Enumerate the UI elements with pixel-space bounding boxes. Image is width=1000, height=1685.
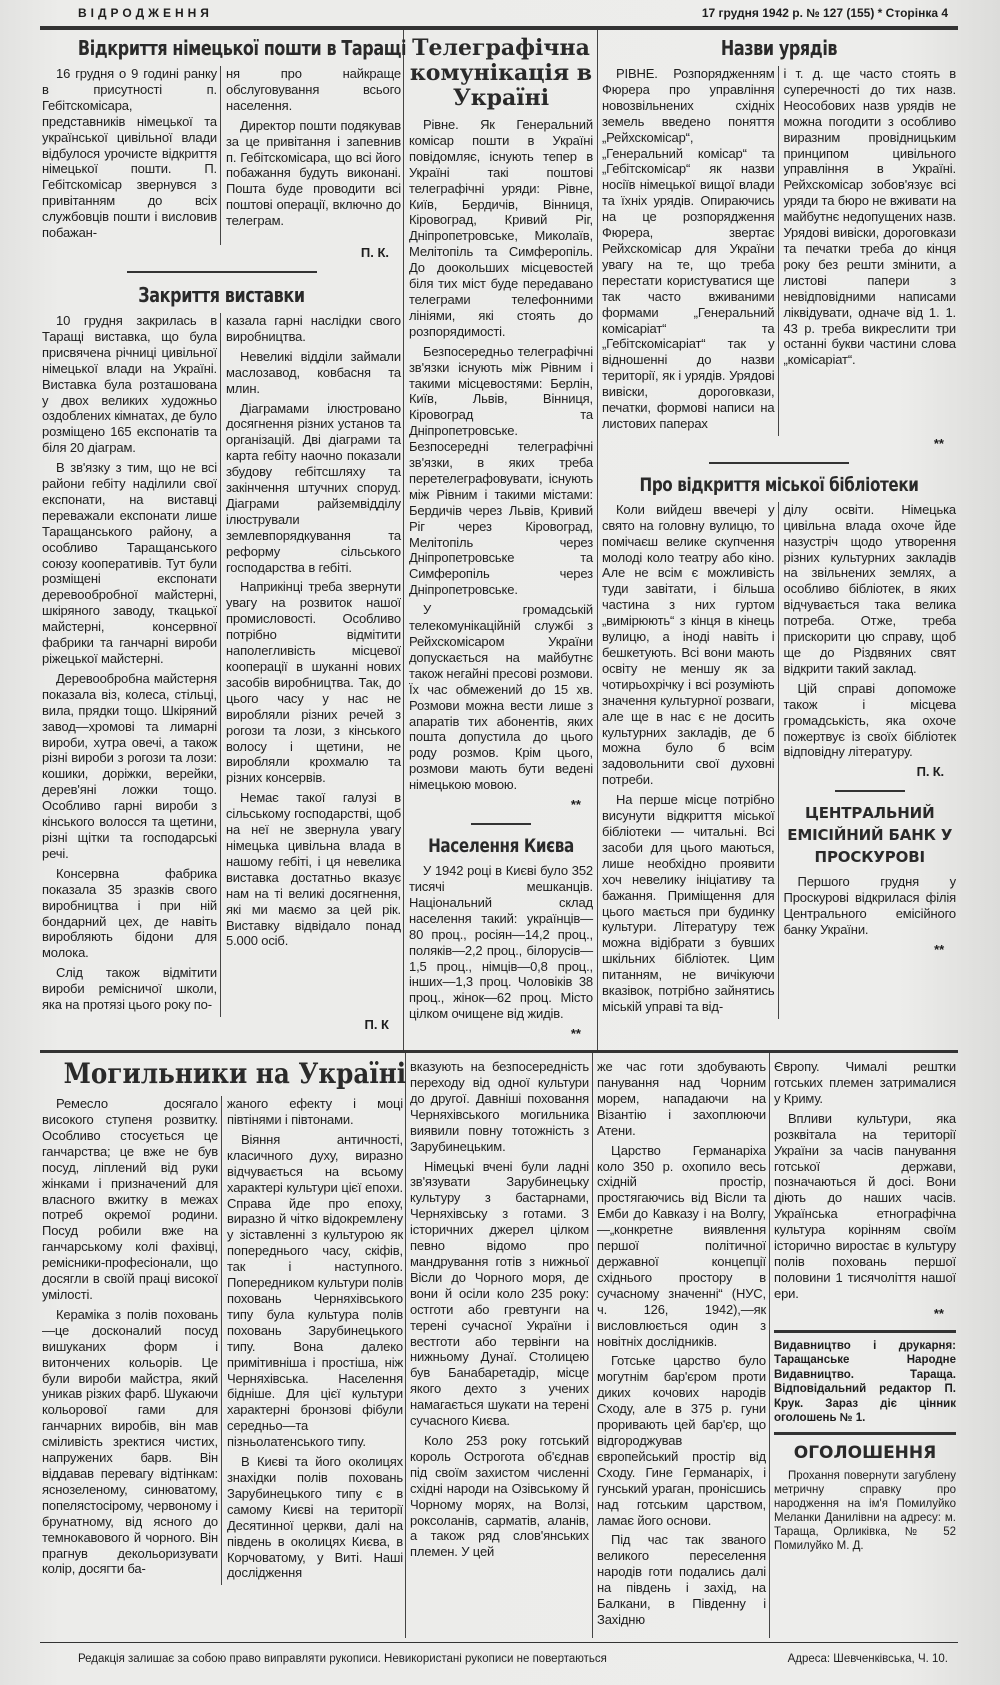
graves-col-1 bbox=[42, 1096, 218, 1585]
article-exhibition bbox=[42, 283, 401, 1035]
post-signature: П. К. bbox=[360, 244, 389, 260]
publisher-rule bbox=[774, 1330, 956, 1333]
headline-exhibition: Закриття виставки bbox=[138, 282, 305, 307]
paragraph: Царство Германаріха коло 350 р. охопило весь східній простір, простягаючись від Вісли та Емби до Кавказу і на Волгу,—„конкретне виявлення першої політичної державної концепції східнього простору в сучасному значенні“ (НУС, ч. 126, 1942),—як висловлюється один з новітніх дослідників. bbox=[597, 1142, 766, 1349]
graves-start bbox=[40, 1053, 405, 1638]
kyiv-col bbox=[409, 863, 593, 1022]
names-col-2 bbox=[778, 66, 957, 436]
paragraph: же час готи здобувають панування над Чорним морем, нападаючи на Візантію і захоплюючи Атени. bbox=[597, 1059, 766, 1138]
middle-region bbox=[403, 30, 597, 1050]
paragraph: Віяння античності, класичного духу, виразно відчувається на всьому характері культури цієї епохи. Справа йде про епоху, виразно й чітко відокремлену у зіставленні з культурою як попереднього часу, скіфів, так і наступного. Попередником культури полів поховань Черняхівського типу була культура полів поховань Зарубинецького типу. Вона далеко примітивніша і простіша, ніж Черняхівська. Населення бідніше. Для цієї культури характерні бронзові фібули середньо—та пізньолатенського типу. bbox=[227, 1131, 403, 1450]
headline-telegraph: Телеграфічна комунікація в Україні bbox=[409, 35, 593, 111]
paragraph: Слід також відмітити вироби ремісничої школи, яка на протязі цього року по- bbox=[42, 965, 217, 1013]
paragraph: Директор пошти подякував за це привітання і запевнив п. Гебітскомісара, що всі його побажання будуть виконані. Пошта буде проводити всі поштові операції, включно до телеграм. bbox=[226, 117, 401, 229]
paragraph: Готське царство було могутнім бар'єром проти диких кочових народів Сходу, але в 375 р. гуни проривають цей бар'єр, що відгороджував європейський простір від Сходу. Гине Германаріх, і гунський ураган, пронісшись над готським царством, ламає його основи. bbox=[597, 1353, 766, 1528]
announcement-paragraph: Прохання повернути загублену метричну справку про народження на ім'я Помилуйко Меланки Данилівни на адресу: м. Тараща, Орликівка, № 52 Помилуйко М. Д. bbox=[774, 1469, 956, 1552]
paragraph: і т. д. ще часто стоять в суперечності до тих назв. Неособових назв урядів не можна погодити з особливо виразним провідницьким принципом цивільного управління в Україні. Рейхскомісар зобов'язує всі уряди та бюро не вживати на майбутнє недопущених назв. Урядові вивіски, дороговкази та печатки треба до кінця року без решти змінити, а листові папери з невідповідними написами ліквідувати, одначе від 1. 1. 43 р. треба викреслити три останні букви частини слова „комісаріат“. bbox=[783, 66, 956, 368]
headline-kyiv: Населення Києва bbox=[428, 835, 574, 858]
page-header bbox=[40, 6, 958, 30]
paragraph: Консервна фабрика показала 35 зразків свого виробництва і при ній бондарний цех, де навіть виробляють бідони для молока. bbox=[42, 865, 217, 961]
paragraph: 16 грудня о 9 годині ранку в присутності п. Гебітскомісара, представників німецької та української цивільної влади відбулося урочисте відкриття німецької пошти. П. Гебітскомісар звернувся з привітанням до всіх службовців пошти і висловив побажан- bbox=[42, 66, 217, 241]
exhibition-col-2 bbox=[220, 313, 401, 1017]
names-col-1 bbox=[602, 66, 775, 436]
graves-col-4 bbox=[592, 1053, 769, 1638]
names-signature: ** bbox=[933, 435, 944, 451]
paragraph: У 1942 році в Києві було 352 тисячі мешканців. Національний склад населення такий: українців—80 проц., росіян—14,2 проц., поляків—2,2 проц., білорусів—1,5 проц., німців—0,8 проц., інших—1,3 проц. Чоловіків 38 проц., жінок—62 проц. Місто цілком очищене від жидів. bbox=[409, 863, 593, 1022]
post-col-2 bbox=[220, 66, 401, 245]
article-library bbox=[602, 474, 956, 1019]
post-columns bbox=[42, 66, 401, 245]
article-telegraph bbox=[409, 36, 593, 815]
paragraph: Діаграмами ілюстровано досягнення різних установ та організацій. Дві діаграми та карта гебіту наочно показали збудову гебітсшляху та закінчення штучних споруд. Діаграми райземвідділу ілюстрували землевпорядкування та реформу сільського господарства в гебіті. bbox=[226, 400, 401, 575]
paragraph: Коли вийдеш ввечері у свято на головну вулицю, то помічаєш велике скупчення молоді коло театру або кіно. Але не всім є можливість туди завітати, і більша частина з них гуртом „вимірюють“ з кінця в кінець вулицю, а іноді навіть і бешкетують. Всі вони мають освіту не меншу як за чотирьохрічку і всі розуміють значення культурної розваги, але ще в нас є не досить культурних закладів, де б можна було б всім задовольнити свої духовні потреби. bbox=[602, 501, 775, 788]
publisher-rule bbox=[774, 1432, 956, 1435]
publisher-info: Видавництво і друкарня: Таращанське Народне Видавництво. Тараща. Відповідальний редактор П. Крук. Зараз діє цінник оголошень № 1. bbox=[774, 1339, 956, 1425]
post-col-1 bbox=[42, 66, 217, 245]
left-region bbox=[40, 30, 407, 1050]
paragraph: Європу. Чималі рештки готських племен затрималися у Криму. bbox=[774, 1059, 956, 1106]
paragraph: В Києві та його околицях знахідки полів поховань Зарубинецького типу є в самому Києві на території Десятинної церкви, далі на південь в околицях Києва, в Корчоватому, у Виті. Наші дослідження bbox=[227, 1454, 403, 1581]
names-columns bbox=[602, 66, 956, 436]
issue-line: 17 грудня 1942 р. № 127 (155) * Сторінка 4 bbox=[701, 6, 948, 20]
paragraph: РІВНЕ. Розпорядженням Фюрера про управління новозвільнених східніх земель введено поняття „Рейхскомісар“, „Генеральний комісар“ та „Гебітскомісар“ як назви носіїв німецької вищої влади та їхніх урядів. Опираючись на це розпорядження Фюрера, звертає Рейхскомісар для України увагу на те, що треба перестати користуватися ще так часто вживаними формами „Генеральний комісаріат“ та „Гебітскомісаріат“ так у відношенні до назви території, як і урядів. Урядові вивіски, дороговкази, печатки, формові написи на листових паперах bbox=[602, 66, 775, 431]
library-col-2-text bbox=[784, 502, 957, 761]
paragraph: В зв'язку з тим, що не всі райони гебіту наділили свої експонати, на виставці переважали експонати лише Таращанського району, а особливо Таращанського союзу кооперативів. Тут були розміщені експонати деревообробної майстерні, шкіряного заводу, ткацької майстерні, консервної фабрики та ганчарні вироби ріжецької майстерні. bbox=[42, 460, 217, 666]
library-columns bbox=[602, 502, 956, 1019]
article-separator bbox=[471, 823, 531, 825]
paragraph: Впливи культури, яка розквітала на території України за часів панування готської держави, позначаються й досі. Вони діють до наших часів. Українська етнографічна культура корінням своїм історично виростає в культуру полів поховань першої половини 1 тисячоліття нашої ери. bbox=[774, 1110, 956, 1301]
paragraph: Деревообробна майстерня показала віз, колеса, стільці, вила, прядки тощо. Шкіряний завод—хромові та лимарні вироби, хутра овечі, а також різні вироби з рогози та лози: кошики, доріжки, верейки, дерев'яні ложки тощо. Особливо гарні вироби з кінського волосся та щетини, різні щітки та господарські речі. bbox=[42, 670, 217, 861]
headline-post: Відкриття німецької пошти в Таращі bbox=[77, 36, 407, 60]
footer-address: Адреса: Шевченківська, Ч. 10. bbox=[787, 1652, 948, 1665]
graves-end-and-notices bbox=[769, 1053, 958, 1638]
paragraph: казала гарні наслідки свого виробництва. bbox=[226, 312, 401, 344]
article-separator bbox=[835, 790, 905, 792]
paragraph: ня про найкраще обслуговування всього населення. bbox=[226, 66, 401, 113]
headline-library: Про відкриття міської бібліотеки bbox=[639, 473, 919, 496]
footer-note: Редакція залишає за собою право виправляти рукописи. Невикористані рукописи не повертаються bbox=[78, 1652, 607, 1665]
article-separator bbox=[127, 271, 317, 273]
right-region bbox=[597, 30, 958, 1050]
exhibition-columns bbox=[42, 313, 401, 1017]
article-kyiv bbox=[409, 835, 593, 1044]
paragraph: ділу освіти. Німецька цивільна влада охоче йде назустріч щодо утворення різних культурних закладів на звільнених землях, а особливо бібліотек, в яких відчувається така велика потреба. Отже, треба прискорити цю справу, щоб ще до Різдвяних свят відкрити такий заклад. bbox=[783, 501, 956, 676]
headline-graves: Могильники на Україні bbox=[63, 1057, 407, 1091]
library-signature: П. К. bbox=[916, 764, 944, 780]
paragraph: Під час так званого великого переселення народів готи подались далі на південь і захід, на Балкани, в Південну і Західню bbox=[597, 1532, 766, 1627]
paragraph: 10 грудня закрилась в Таращі виставка, що була присвячена річниці цивільної німецької влади на Україні. Виставка була розташована у двох великих художньо оздоблених кімнатах, де було розміщено 165 експонатів та біля 20 діаграм. bbox=[42, 312, 217, 456]
telegraph-col bbox=[409, 117, 593, 793]
paragraph: вказують на безпосередність переходу від одної культури до другої. Давніші поховання Черняхівського могильника виявили повну тотожність з Зарубинецьким. bbox=[410, 1059, 589, 1154]
paragraph: На перше місце потрібно висунути відкриття міської бібліотеки — читальні. Всі засоби для цього маються, лише необхідно проявити хоч невелику ініціативу та бажання. Приміщення для цього мається при будинку культури. Літературу теж можна відібрати з бувших шкільних бібліотек. Цим питанням, не вичікуючи вказівок, потрібно зайнятись міській управі та від- bbox=[602, 792, 775, 1014]
paragraph: У громадській телекомунікаційній службі з Рейхскомісаром України допускається на майбутнє також негайні пресові розмови. Їх час обмежений до 15 хв. Розмови можна вести лише з апаратів тих абонентів, яких пошта допустила до цього роду розмов. Крім цього, розмови мають бути ведені німецькою мовою. bbox=[409, 602, 593, 793]
paragraph: Ремесло досягало високого ступеня розвитку. Особливо стосується це ганчарства; це вже не був посуд, ліплений від руки жінками і призначений для власного вжитку в межах потреб окремої родини. Посуд робили вже на ганчарському колі фахівці, ремісники-професіонали, що досягли в своїй праці високої умілості. bbox=[42, 1096, 218, 1302]
paragraph: Безпосередньо телеграфічні зв'язки існують між Рівним і такими місцевостями: Берлін, Київ, Львів, Вінниця, Кіровоград та Дніпропетровське. Безпосередні телеграфічні зв'язки, в яких треба перетелеграфовувати, існують між Рівним і такими містами: Бердичів через Львів, Кривий Ріг через Кіровоград, Мелітопіль через Дніпропетровське та Симферопіль через Дніпропетровське. bbox=[409, 343, 593, 598]
headline-bank: ЦЕНТРАЛЬНИЙ ЕМІСІЙНИЙ БАНК У ПРОСКУРОВІ bbox=[787, 804, 953, 867]
paragraph: Наприкінці треба звернути увагу на розвиток нашої промисловості. Особливо потрібно відмітити наполегливість місцевої кооперації в шуканні нових засобів виробництва. Так, до цього часу у нас не виробляли різних речей з рогози та лози, з кінського волосу і щетини, не виробляли крохмалю та різних консервів. bbox=[226, 579, 401, 786]
graves-signature: ** bbox=[933, 1305, 944, 1321]
graves-columns bbox=[42, 1096, 403, 1585]
article-bank bbox=[784, 802, 957, 960]
paragraph: Кераміка з полів поховань—це досконалий посуд вишуканих форм і витончених кольорів. Це були вироби майстра, який уникав різких фарб. Шукаючи кольорової гами для ганчарних виробів, він мав сміливість зректися чистих, напружених барв. Він віддавав перевагу відтінкам: яснозеленому, синюватому, попелястосірому, червоному і брунатному, від ясного до темнокавового й чорного. Він прагнув декольоризувати колір, досягти ба- bbox=[42, 1306, 218, 1577]
bank-col bbox=[784, 874, 957, 938]
paragraph: Першого грудня у Проскурові відкрилася філія Центрального емісійного банку України. bbox=[783, 874, 956, 938]
graves-col-2 bbox=[221, 1096, 403, 1585]
page-footer bbox=[40, 1642, 958, 1665]
article-names bbox=[602, 36, 956, 454]
graves-col-3 bbox=[405, 1053, 592, 1638]
headline-names: Назви урядів bbox=[720, 36, 838, 60]
paragraph: жаного ефекту і моці півтінями і півтонами. bbox=[227, 1096, 403, 1128]
headline-announcement: ОГОЛОШЕННЯ bbox=[793, 1442, 937, 1463]
announcement-text bbox=[774, 1469, 956, 1553]
telegraph-signature: ** bbox=[570, 797, 581, 813]
library-col-1 bbox=[602, 502, 775, 1019]
paragraph: Німецькі вчені були ладні зв'язувати Зарубинецьку культуру з бастарнами, Черняхівську з готами. З історичних джерел цілком певно відомо про мандрування готів з нижньої Вісли до Чорного моря, де вони й осіли коло 235 року: остготи або гревтунги на терені сучасної України і вестготи або тервінги на нижньому Дунаї. Столицею був Банабаретадір, місце якого дехто з учених намагається шукати на терені сучасного Києва. bbox=[410, 1158, 589, 1429]
top-section bbox=[40, 30, 958, 1050]
graves-col-5 bbox=[774, 1059, 956, 1302]
exhibition-col-1 bbox=[42, 313, 217, 1017]
article-separator bbox=[709, 462, 849, 464]
paragraph: Коло 253 року готський король Острогота об'єднав під своїм захистом численні східні народи на Озівському й Чорному морях, на Волзі, роксоланів, сарматів, аланів, а також ряд слов'янських племен. У цей bbox=[410, 1432, 589, 1560]
paragraph: Рівне. Як Генеральний комісар пошти в Україні повідомляє, існують тепер в Україні такі поштові телеграфічні уряди: Рівне, Київ, Бердичів, Вінниця, Кіровоград, Кривий Ріг, Дніпропетровське, Миколаїв, Мелітопіль та Симферопіль. До доокольших місцевостей біля тих міст буде передавано телеграми телефонними лініями, які стоять до розпорядимості. bbox=[409, 117, 593, 339]
library-col-2 bbox=[778, 502, 957, 1019]
paragraph: Цій справі допоможе також і місцева громадськість, яка охоче пожертвує із своїх бібліотек відповідну літературу. bbox=[783, 680, 956, 760]
exhibition-signature: П. К bbox=[364, 1016, 389, 1032]
paragraph: Немає такої галузі в сільському господарстві, щоб на неї не звернула увагу німецька цивільна влада в нашому гебіті, і ця невелика виставка достатньо вказує нам на ті великі досягнення, які ми маємо за цей рік. Виставку відвідало понад 5.000 осіб. bbox=[226, 790, 401, 949]
bottom-section bbox=[40, 1050, 958, 1638]
paragraph: Невеликі відділи займали маслозавод, ковбасня та млин. bbox=[226, 348, 401, 396]
masthead: ВІДРОДЖЕННЯ bbox=[78, 6, 213, 20]
article-post bbox=[42, 36, 407, 263]
bank-signature: ** bbox=[934, 941, 944, 957]
kyiv-signature: ** bbox=[570, 1026, 581, 1042]
